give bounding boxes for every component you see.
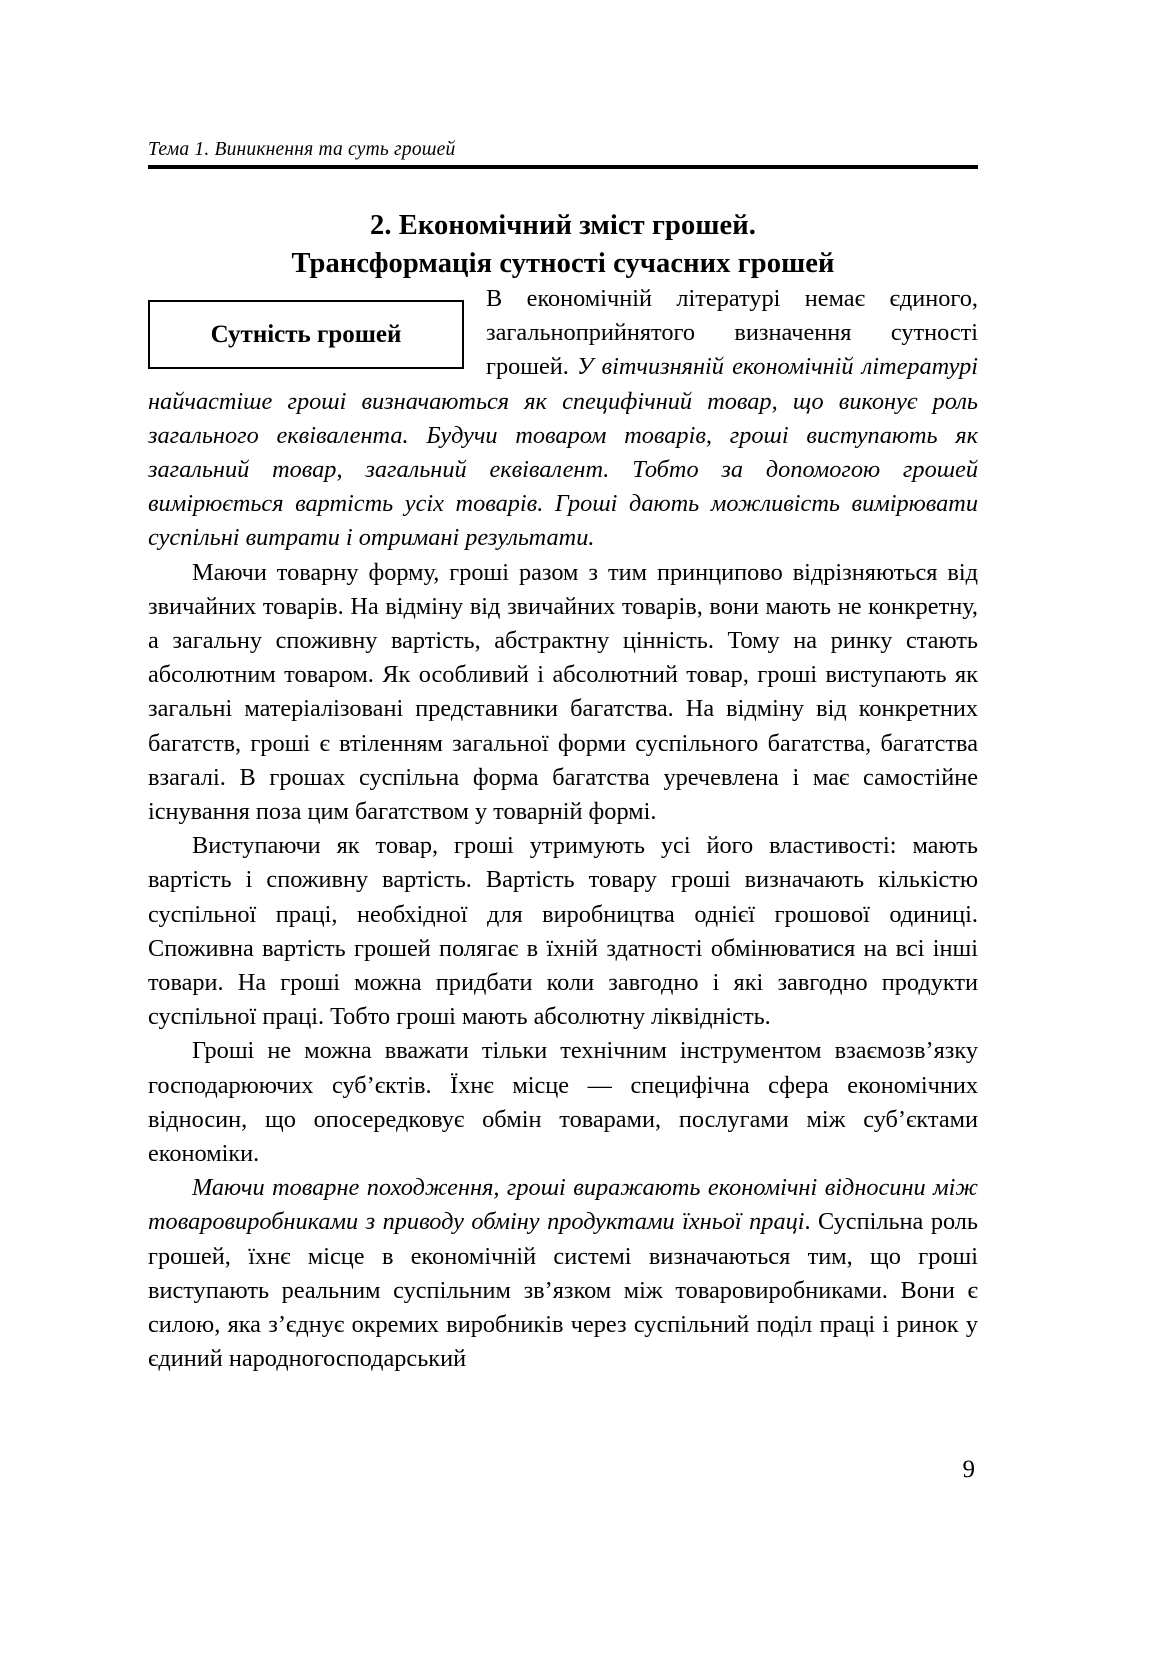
paragraph-4: Гроші не можна вважати тільки технічним інструментом взаємозв’язку господарюючих суб’єктів. Їхнє місце — специфічна сфера економічних відносин, що опосередковує обмін товарами, послугами між суб’єктами економіки.	[148, 1037, 978, 1168]
running-head-text: Тема 1. Виникнення та суть грошей	[148, 139, 456, 160]
keyword-box	[148, 300, 464, 369]
paragraph-5-roman: . Суспільна роль грошей, їхнє місце в економічній системі визначаються тим, що гроші виступають реальним суспільним зв’язком між товаровиробниками. Вони є силою, яка з’єднує окремих виробників через суспільний поділ праці і ринок у єдиний народногосподарський	[148, 1208, 979, 1373]
paragraph-5-italic: Маючи товарне походження, гроші виражають економічні відносини між товаровиробниками з приводу обміну продуктами їхньої праці	[148, 1174, 978, 1236]
body-text-column	[148, 282, 978, 1377]
section-title-line-2: Трансформація сутності сучасних грошей	[291, 248, 835, 280]
page-number: 9	[962, 1456, 975, 1483]
paragraph-2: Маючи товарну форму, гроші разом з тим принципово відрізняються від звичайних товарів. На відміну від звичайних товарів, вони мають не конкретну, а загальну споживну вартість, абстрактну цінність. Тому на ринку стають абсолютним товаром. Як особливий і абсолютний товар, гроші виступають як загальні матеріалізовані представники багатства. На відміну від конкретних багатств, гроші є втіленням загальної форми суспільного багатства, багатства взагалі. В грошах суспільна форма багатства уречевлена і має самостійне існування поза цим багатством у товарній формі.	[148, 558, 978, 826]
running-head-rule	[148, 165, 978, 169]
paragraph-1-italic: У вітчизняній економічній літературі найчастіше гроші визначаються як специфічний товар, що виконує роль загального еквівалента. Будучи товаром товарів, гроші виступають як загальний товар, загальний еквівалент. Тобто за допомогою грошей вимірюється вартість усіх товарів. Гроші дають можливість вимірювати суспільні витрати і отримані результати.	[148, 353, 978, 552]
paragraph-3: Виступаючи як товар, гроші утримують усі його властивості: мають вартість і споживну вартість. Вартість товару гроші визначають кількістю суспільної праці, необхідної для виробництва однієї грошової одиниці. Споживна вартість грошей полягає в їхній здатності обмінюватися на всі інші товари. На гроші можна придбати коли завгодно і які завгодно продукти суспільної праці. Тобто гроші мають абсолютну ліквідність.	[148, 832, 978, 1031]
paragraph-5	[148, 1171, 978, 1376]
running-head	[148, 138, 978, 169]
section-title	[148, 207, 978, 283]
paragraph-1-roman: В економічній літературі немає єдиного, загальноприйнятого визначення сутності грошей.	[486, 285, 978, 381]
keyword-box-label: Сутність грошей	[210, 320, 402, 348]
section-title-line-1: 2. Економічний зміст грошей.	[370, 210, 756, 242]
